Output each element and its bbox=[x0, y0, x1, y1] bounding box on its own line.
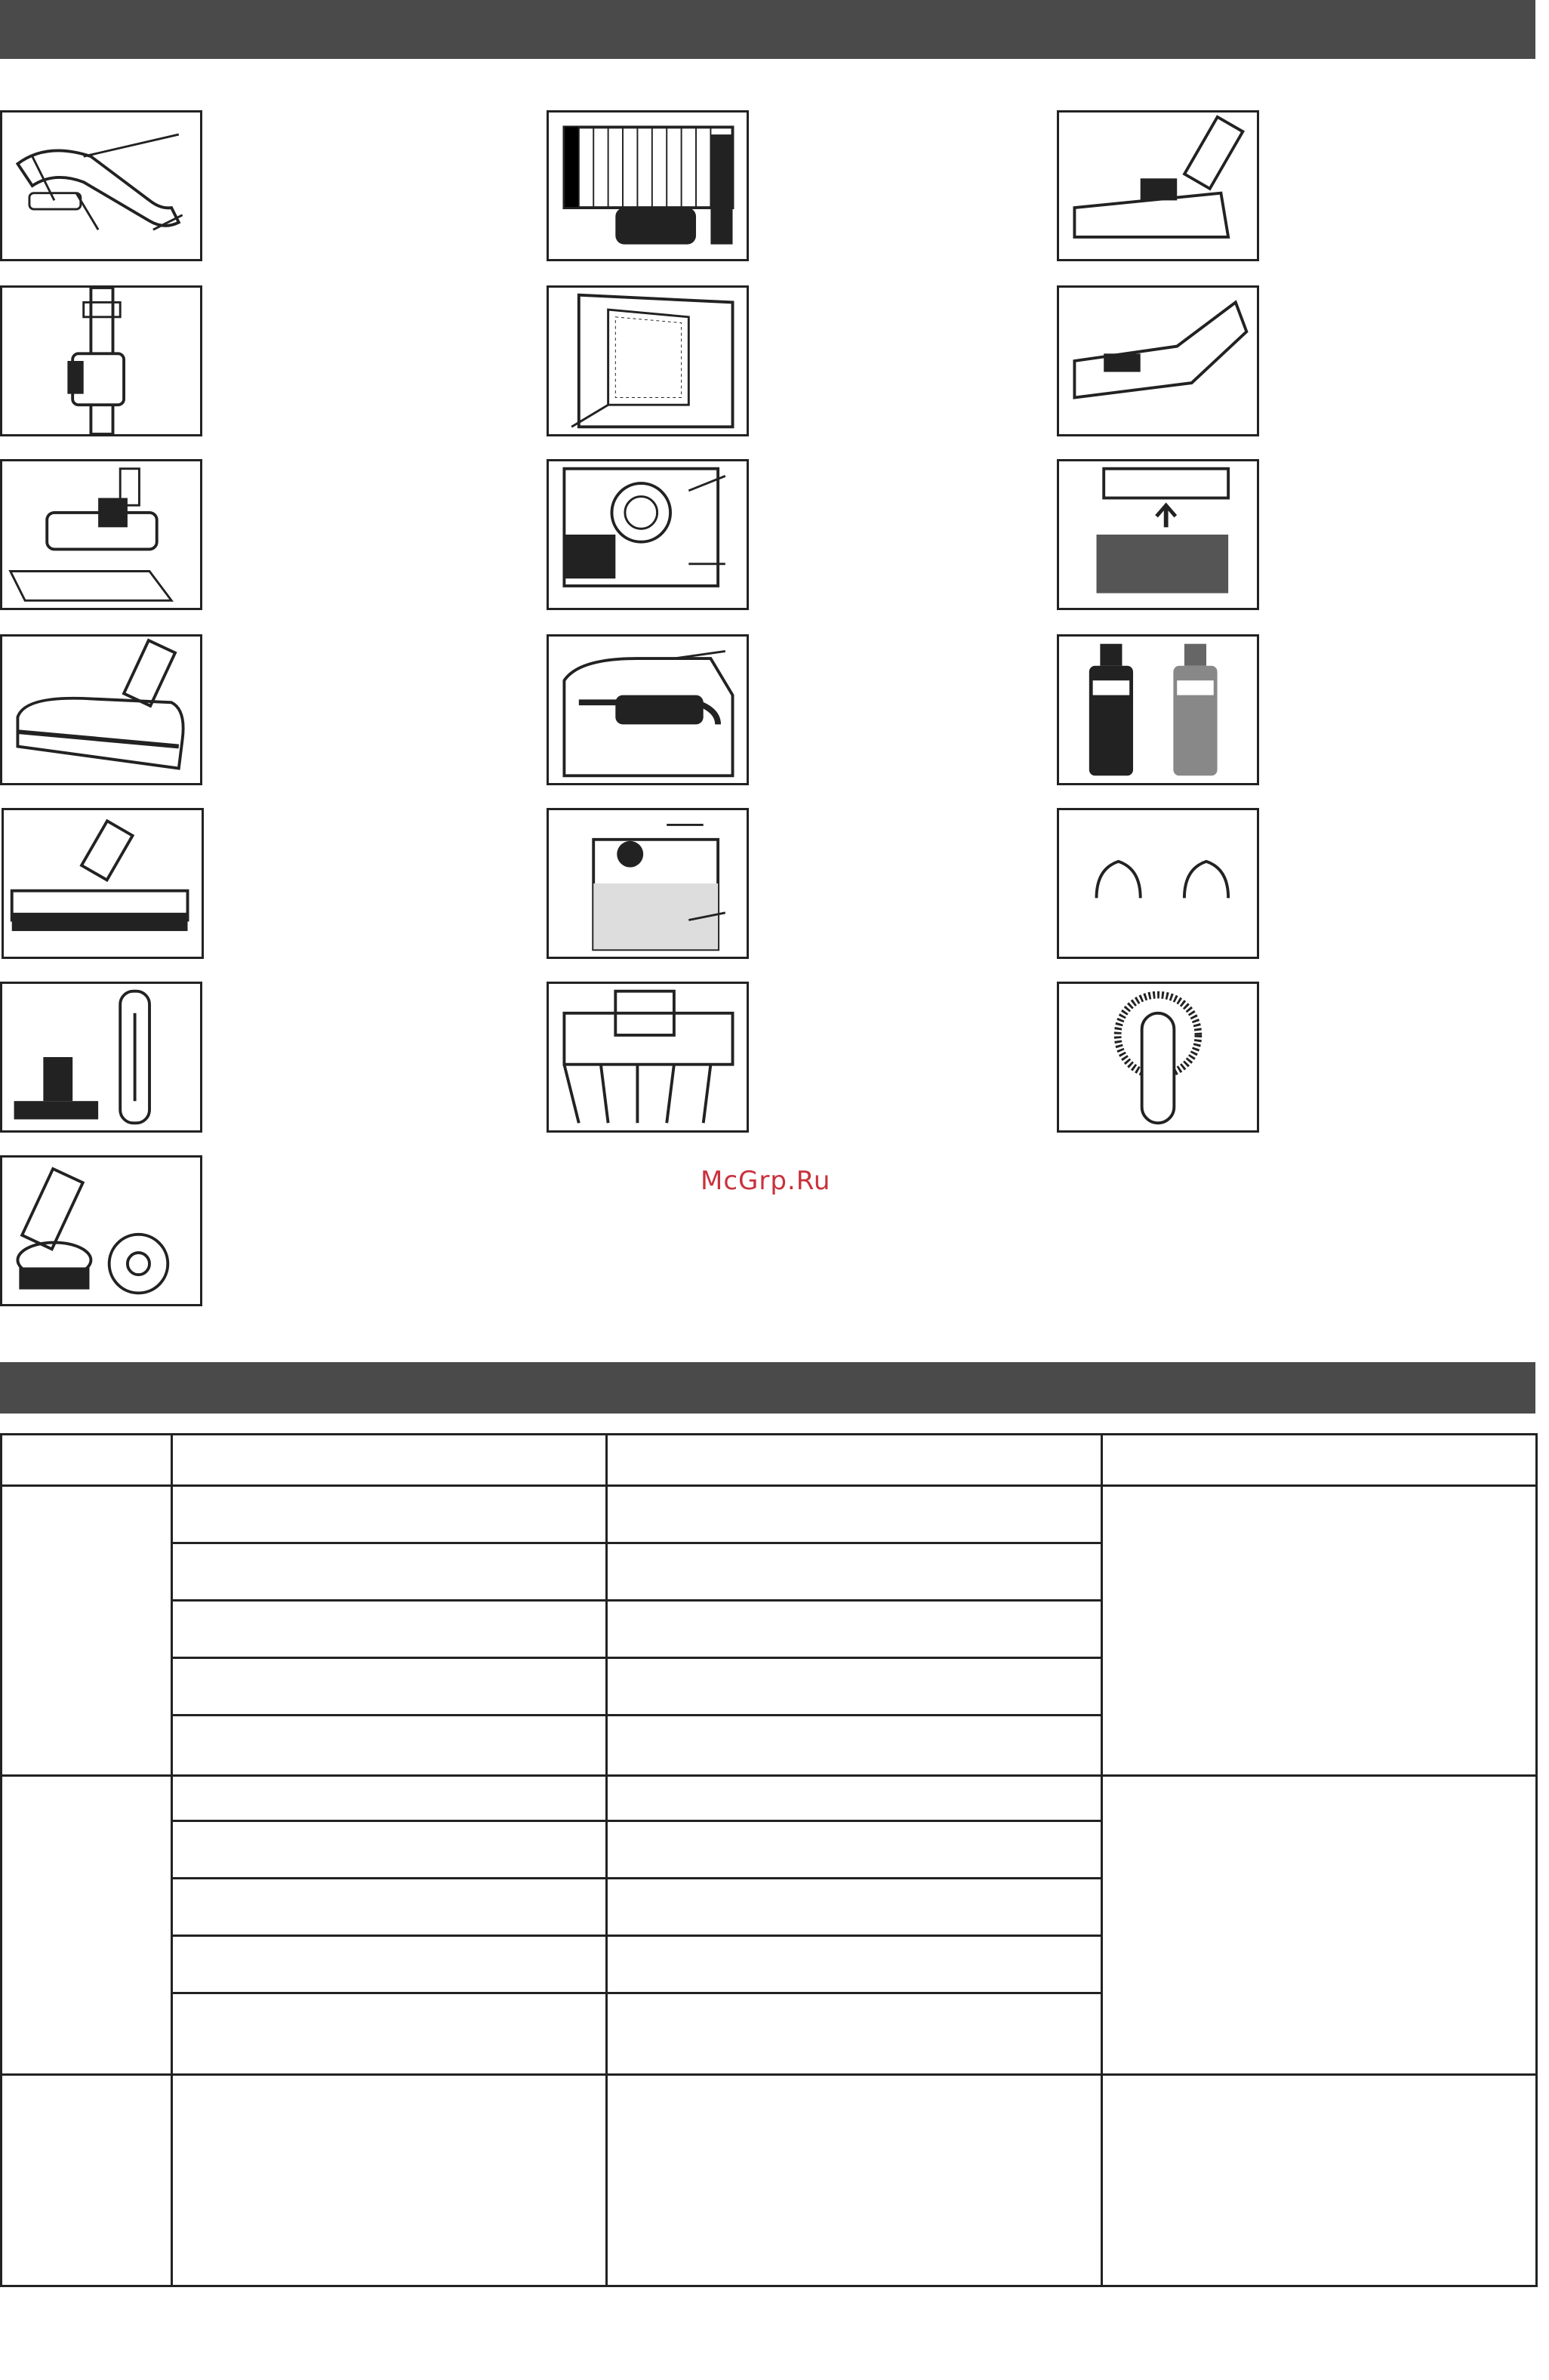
table-header-cell bbox=[2, 1435, 172, 1486]
filter-frame-icon bbox=[549, 288, 747, 434]
table-cell bbox=[607, 1716, 1102, 1776]
dirty-water-tank-tile bbox=[547, 808, 749, 959]
hose-handle-icon bbox=[2, 113, 200, 259]
tube-clip-tile bbox=[1057, 808, 1259, 959]
table-header-row bbox=[2, 1435, 1537, 1486]
floor-nozzle-tile bbox=[0, 634, 202, 785]
furniture-nozzle-tile bbox=[0, 982, 202, 1133]
spare-pad-icon bbox=[1059, 461, 1257, 608]
upholstery-washer-nozzle-tile bbox=[1057, 110, 1259, 261]
table-header-cell bbox=[607, 1435, 1102, 1486]
upholstery-nozzle-tile bbox=[0, 459, 202, 610]
detergent-bottles-icon bbox=[1059, 637, 1257, 783]
separator-icon bbox=[549, 461, 747, 608]
table-cell bbox=[172, 1658, 607, 1716]
table-cell bbox=[607, 1993, 1102, 2075]
dust-brush-icon bbox=[2, 1158, 200, 1304]
telescopic-tube-icon bbox=[2, 288, 200, 434]
telescopic-tube-tile bbox=[0, 285, 202, 436]
spare-pad-tile bbox=[1057, 459, 1259, 610]
table-cell bbox=[172, 1486, 607, 1543]
table-cell bbox=[172, 1776, 607, 1821]
crevice-washer-nozzle-icon bbox=[1059, 288, 1257, 434]
table-cell bbox=[607, 1776, 1102, 1821]
hepa-filter-tile bbox=[547, 110, 749, 261]
table-cell bbox=[607, 1658, 1102, 1716]
upholstery-nozzle-icon bbox=[2, 461, 200, 608]
table-cell bbox=[172, 1716, 607, 1776]
group-cell bbox=[2, 2075, 172, 2286]
dirty-water-tank-icon bbox=[549, 810, 747, 957]
floor-nozzle-icon bbox=[2, 637, 200, 783]
group-note-cell bbox=[1102, 1776, 1537, 2075]
group-cell bbox=[2, 1486, 172, 1776]
table-cell bbox=[172, 1993, 607, 2075]
table-cell bbox=[172, 1601, 607, 1658]
upholstery-nozzle-icon bbox=[1059, 113, 1257, 259]
parquet-brush-icon bbox=[4, 810, 202, 957]
crevice-washer-nozzle-tile bbox=[1057, 285, 1259, 436]
table-cell bbox=[607, 1486, 1102, 1543]
troubleshooting-table bbox=[0, 1433, 1538, 2287]
group-cell bbox=[2, 1776, 172, 2075]
table-cell bbox=[607, 1543, 1102, 1601]
filter-holder-tile bbox=[547, 982, 749, 1133]
table-cell bbox=[172, 1936, 607, 1993]
table-cell bbox=[607, 1601, 1102, 1658]
group-note-cell bbox=[1102, 2075, 1537, 2286]
table-cell bbox=[172, 1543, 607, 1601]
hose-handle-tile bbox=[0, 110, 202, 261]
round-brush-icon bbox=[1059, 984, 1257, 1130]
group-note-cell bbox=[1102, 1486, 1537, 1776]
table-header-cell bbox=[172, 1435, 607, 1486]
table-cell bbox=[607, 1936, 1102, 1993]
table-cell bbox=[172, 1821, 607, 1879]
table-cell bbox=[172, 2075, 607, 2286]
table-cell bbox=[172, 1879, 607, 1936]
table-row bbox=[2, 2075, 1537, 2286]
filter-holder-icon bbox=[549, 984, 747, 1130]
tube-clip-icon bbox=[1059, 810, 1257, 957]
filter-frame-tile bbox=[547, 285, 749, 436]
detergent-bottles-tile bbox=[1057, 634, 1259, 785]
table-header-cell bbox=[1102, 1435, 1537, 1486]
water-tank-tile bbox=[547, 634, 749, 785]
section-header-band bbox=[0, 0, 1535, 59]
furniture-nozzle-icon bbox=[2, 984, 200, 1130]
separator-tile bbox=[547, 459, 749, 610]
table-row bbox=[2, 1486, 1537, 1543]
table-cell bbox=[607, 1879, 1102, 1936]
table-row bbox=[2, 1776, 1537, 1821]
watermark: McGrp.Ru bbox=[701, 1166, 831, 1196]
water-tank-icon bbox=[549, 637, 747, 783]
table-cell bbox=[607, 1821, 1102, 1879]
round-brush-tile bbox=[1057, 982, 1259, 1133]
table-cell bbox=[607, 2075, 1102, 2286]
parquet-brush-tile bbox=[2, 808, 204, 959]
dust-brush-tile bbox=[0, 1155, 202, 1306]
section-header-band-2 bbox=[0, 1362, 1535, 1414]
hepa-filter-icon bbox=[549, 113, 747, 259]
